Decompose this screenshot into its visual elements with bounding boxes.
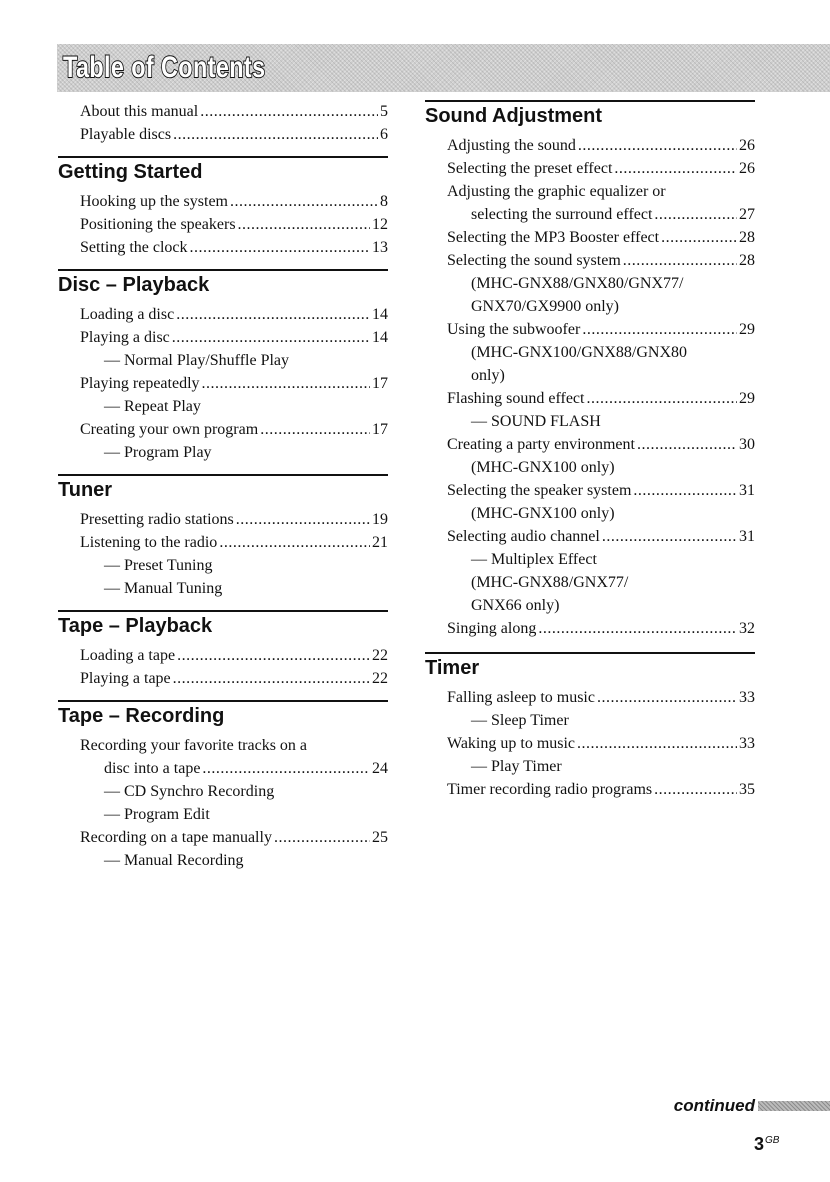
toc-entry-label: Selecting the sound system	[447, 252, 621, 269]
toc-entry-page: 32	[739, 620, 755, 637]
toc-subentry: — SOUND FLASH	[471, 413, 601, 430]
toc-subentry: — Play Timer	[471, 758, 562, 775]
toc-subentry: (MHC-GNX100 only)	[471, 459, 615, 476]
toc-entry[interactable]	[80, 418, 388, 441]
toc-entry[interactable]	[447, 525, 755, 548]
toc-subentry: — Normal Play/Shuffle Play	[104, 352, 290, 369]
toc-entry-label: Playing repeatedly	[80, 375, 200, 392]
toc-entry-page: 33	[739, 735, 755, 752]
toc-entry-label: Positioning the speakers	[80, 216, 236, 233]
toc-entry-label: Playing a tape	[80, 670, 171, 687]
toc-entry-label: About this manual	[80, 103, 199, 120]
toc-entry[interactable]	[80, 303, 388, 326]
dot-leader	[236, 508, 370, 531]
toc-entry[interactable]	[80, 757, 388, 780]
toc-entry[interactable]	[80, 236, 388, 259]
toc-entry-page: 14	[372, 329, 388, 346]
dot-leader	[176, 303, 370, 326]
toc-section	[425, 652, 755, 801]
dot-leader	[200, 100, 378, 123]
toc-entry-label: Recording on a tape manually	[80, 829, 272, 846]
dot-leader	[173, 667, 370, 690]
dot-leader	[578, 134, 737, 157]
toc-entry-label: Selecting the speaker system	[447, 482, 632, 499]
dot-leader	[260, 418, 370, 441]
toc-subentry: — Manual Tuning	[104, 580, 223, 597]
dot-leader	[654, 203, 737, 226]
dot-leader	[230, 190, 378, 213]
toc-entry-label: Falling asleep to music	[447, 689, 595, 706]
dot-leader	[623, 249, 737, 272]
dot-leader	[190, 236, 370, 259]
section-heading: Disc – Playback	[58, 269, 388, 297]
toc-entries	[58, 508, 388, 600]
section-heading: Sound Adjustment	[425, 100, 755, 128]
toc-entry[interactable]	[80, 667, 388, 690]
dot-leader	[602, 525, 737, 548]
toc-entry[interactable]	[80, 190, 388, 213]
section-heading: Tuner	[58, 474, 388, 502]
toc-entry-label: Hooking up the system	[80, 193, 228, 210]
toc-subentry: GNX66 only)	[471, 597, 560, 614]
toc-entry-label: Listening to the radio	[80, 534, 218, 551]
toc-entry-label: Flashing sound effect	[447, 390, 585, 407]
section-heading: Timer	[425, 652, 755, 680]
toc-entry-label: Adjusting the sound	[447, 137, 576, 154]
dot-leader	[614, 157, 737, 180]
toc-entry-page: 31	[739, 528, 755, 545]
toc-section	[58, 474, 388, 600]
toc-entry-label: Timer recording radio programs	[447, 781, 653, 798]
toc-subentry: GNX70/GX9900 only)	[471, 298, 619, 315]
toc-entries	[58, 100, 388, 146]
continued-label: continued	[673, 1096, 755, 1115]
toc-entry[interactable]	[447, 134, 755, 157]
dot-leader	[582, 318, 737, 341]
dot-leader	[577, 732, 737, 755]
continued-marker	[674, 1096, 830, 1116]
toc-entry-page: 28	[739, 252, 755, 269]
toc-entry[interactable]	[80, 508, 388, 531]
dot-leader	[173, 123, 378, 146]
toc-entry[interactable]	[447, 318, 755, 341]
section-heading: Getting Started	[58, 156, 388, 184]
toc-entry-page: 12	[372, 216, 388, 233]
toc-entry-page: 13	[372, 239, 388, 256]
toc-subentry: — Program Edit	[104, 806, 210, 823]
toc-entry-label: Singing along	[447, 620, 537, 637]
toc-subentry: (MHC-GNX88/GNX77/	[471, 574, 629, 591]
toc-entry[interactable]	[80, 326, 388, 349]
section-heading: Tape – Recording	[58, 700, 388, 728]
toc-subentry: — Multiplex Effect	[471, 551, 597, 568]
toc-entry[interactable]	[80, 372, 388, 395]
toc-subentry: — Preset Tuning	[104, 557, 213, 574]
toc-entry[interactable]	[447, 387, 755, 410]
dot-leader	[661, 226, 737, 249]
toc-entry-page: 17	[372, 421, 388, 438]
toc-entries	[425, 686, 755, 801]
toc-entry[interactable]	[80, 100, 388, 123]
right-column	[425, 100, 755, 801]
dot-leader	[538, 617, 737, 640]
toc-entry-page: 5	[380, 103, 388, 120]
toc-subentry: — Manual Recording	[104, 852, 244, 869]
toc-entry-label: Playing a disc	[80, 329, 170, 346]
toc-entry[interactable]	[447, 617, 755, 640]
page-number	[754, 1134, 779, 1155]
toc-entry[interactable]	[447, 157, 755, 180]
section-heading: Tape – Playback	[58, 610, 388, 638]
toc-entry[interactable]	[447, 686, 755, 709]
toc-entry-page: 6	[380, 126, 388, 143]
dot-leader	[238, 213, 370, 236]
toc-entry-label: disc into a tape	[104, 760, 201, 777]
dot-leader	[202, 757, 370, 780]
toc-entries	[425, 134, 755, 640]
toc-entry[interactable]	[447, 433, 755, 456]
toc-entry-label: Waking up to music	[447, 735, 576, 752]
dot-leader	[219, 531, 370, 554]
dot-leader	[202, 372, 370, 395]
toc-subentry: — Program Play	[104, 444, 212, 461]
toc-entry-label: selecting the surround effect	[471, 206, 653, 223]
continued-bar	[758, 1101, 830, 1111]
dot-leader	[654, 778, 737, 801]
toc-entry[interactable]	[447, 479, 755, 502]
toc-entry-page: 22	[372, 647, 388, 664]
toc-entry[interactable]	[447, 203, 755, 226]
dot-leader	[597, 686, 737, 709]
toc-entry-label: Using the subwoofer	[447, 321, 581, 338]
toc-section	[425, 100, 755, 640]
toc-entry[interactable]	[447, 732, 755, 755]
page-number-suffix: GB	[765, 1135, 780, 1146]
toc-entry-page: 14	[372, 306, 388, 323]
toc-subentry: — Sleep Timer	[471, 712, 569, 729]
page-title: Table of Contents	[63, 51, 266, 84]
toc-entry-page: 26	[739, 160, 755, 177]
toc-entry[interactable]	[80, 213, 388, 236]
toc-entry-label: Creating your own program	[80, 421, 259, 438]
toc-section	[58, 100, 388, 146]
toc-subentry: (MHC-GNX100 only)	[471, 505, 615, 522]
toc-entry-page: 28	[739, 229, 755, 246]
toc-section	[58, 269, 388, 464]
toc-entry[interactable]	[447, 778, 755, 801]
dot-leader	[586, 387, 737, 410]
toc-entry[interactable]	[447, 180, 755, 203]
toc-subentry: — Repeat Play	[104, 398, 201, 415]
toc-entry-page: 26	[739, 137, 755, 154]
toc-entry-page: 27	[739, 206, 755, 223]
toc-entry-page: 8	[380, 193, 388, 210]
toc-entries	[58, 190, 388, 259]
toc-entry-label: Selecting the MP3 Booster effect	[447, 229, 660, 246]
toc-entry-label: Presetting radio stations	[80, 511, 234, 528]
toc-entry-label: Loading a disc	[80, 306, 175, 323]
toc-entry-page: 24	[372, 760, 388, 777]
toc-entry-page: 19	[372, 511, 388, 528]
toc-entry-page: 29	[739, 321, 755, 338]
toc-entry-page: 22	[372, 670, 388, 687]
toc-subentry: (MHC-GNX100/GNX88/GNX80	[471, 344, 687, 361]
toc-entry-label: Selecting the preset effect	[447, 160, 613, 177]
toc-entry-label: Loading a tape	[80, 647, 176, 664]
toc-entry-page: 25	[372, 829, 388, 846]
toc-entry-page: 35	[739, 781, 755, 798]
toc-entry-page: 29	[739, 390, 755, 407]
toc-entry-label: Setting the clock	[80, 239, 188, 256]
page-number-value: 3	[754, 1134, 765, 1154]
dot-leader	[172, 326, 370, 349]
left-column	[58, 100, 388, 872]
toc-section	[58, 156, 388, 259]
toc-entry-page: 31	[739, 482, 755, 499]
toc-entry-label: Selecting audio channel	[447, 528, 600, 545]
toc-entry-page: 33	[739, 689, 755, 706]
toc-entry-label: Adjusting the graphic equalizer or	[447, 183, 666, 200]
toc-entry[interactable]	[80, 531, 388, 554]
dot-leader	[637, 433, 737, 456]
dot-leader	[274, 826, 370, 849]
toc-subentry: only)	[471, 367, 505, 384]
toc-entry[interactable]	[447, 249, 755, 272]
toc-entry-label: Creating a party environment	[447, 436, 635, 453]
toc-section	[58, 610, 388, 690]
toc-entries	[58, 644, 388, 690]
toc-entry-label: Playable discs	[80, 126, 172, 143]
toc-entry-page: 30	[739, 436, 755, 453]
toc-entry[interactable]	[447, 226, 755, 249]
toc-entries	[58, 734, 388, 872]
dot-leader	[177, 644, 370, 667]
toc-subentry: — CD Synchro Recording	[104, 783, 275, 800]
dot-leader	[633, 479, 737, 502]
toc-entry[interactable]	[80, 734, 388, 757]
toc-entry[interactable]	[80, 644, 388, 667]
toc-entries	[58, 303, 388, 464]
toc-entry[interactable]	[80, 826, 388, 849]
toc-entry-page: 21	[372, 534, 388, 551]
toc-entry-page: 17	[372, 375, 388, 392]
toc-entry[interactable]	[80, 123, 388, 146]
toc-subentry: (MHC-GNX88/GNX80/GNX77/	[471, 275, 684, 292]
toc-entry-label: Recording your favorite tracks on a	[80, 737, 308, 754]
toc-section	[58, 700, 388, 872]
